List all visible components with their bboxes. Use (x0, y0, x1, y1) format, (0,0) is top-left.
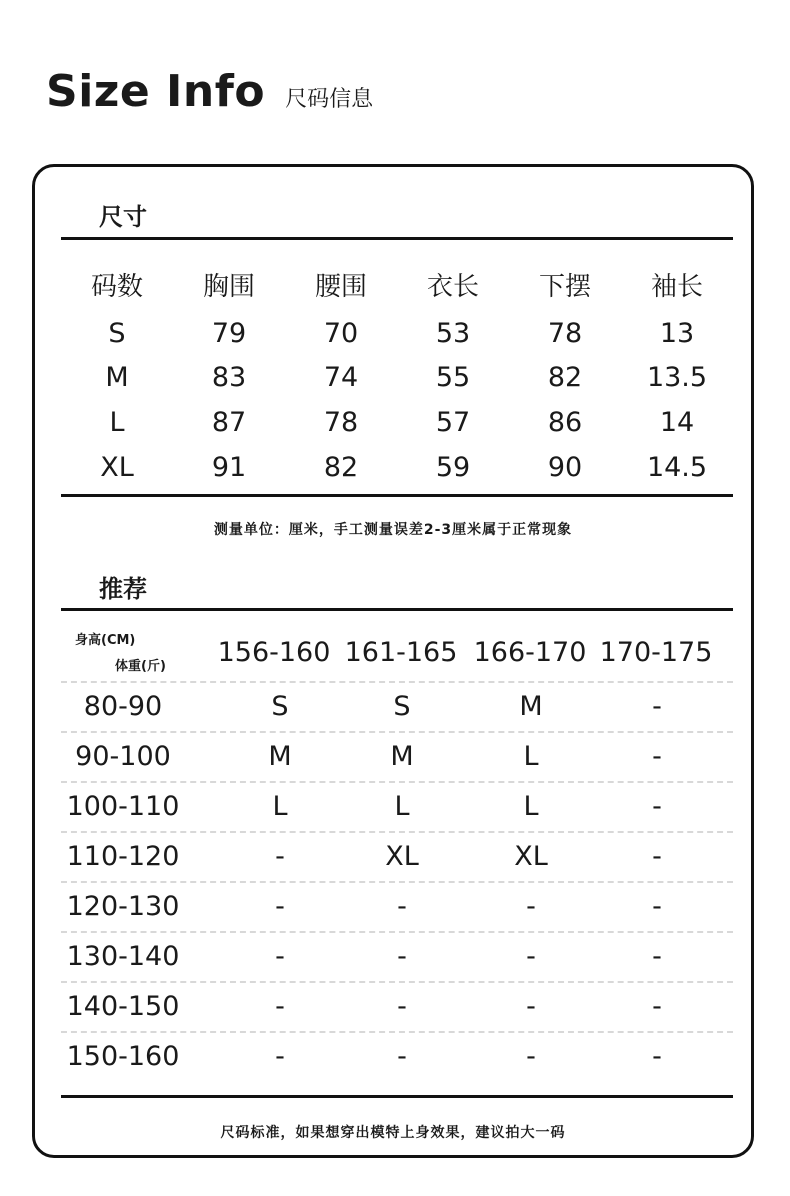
weight-label: 体重(斤) (115, 659, 166, 674)
size-table (61, 257, 733, 489)
weight-cell: 90-100 (75, 741, 171, 772)
size-cell: - (652, 941, 662, 972)
header-cell: 衣长 (426, 271, 479, 302)
value-cell: 70 (323, 317, 359, 349)
size-cell: - (275, 1041, 285, 1072)
weight-cell: 140-150 (66, 991, 180, 1022)
weight-cell: 150-160 (66, 1041, 180, 1072)
size-cell: - (652, 691, 662, 722)
size-cell: XL (385, 841, 419, 872)
value-cell: 13.5 (646, 362, 708, 394)
size-cell: XL (100, 451, 134, 483)
value-cell: 74 (323, 362, 359, 394)
size-cell: - (397, 891, 407, 922)
value-cell: 59 (435, 451, 471, 483)
size-cell: S (393, 691, 411, 722)
value-cell: 57 (435, 406, 471, 438)
header-cell: 下摆 (538, 271, 591, 302)
page-title: Size Info (46, 66, 266, 117)
value-cell: 91 (211, 451, 247, 483)
divider (61, 1095, 733, 1098)
header-cell: 胸围 (202, 271, 255, 302)
height-column-header: 161-165 (344, 637, 458, 668)
page-header (46, 66, 373, 122)
recommend-table-header (61, 611, 733, 681)
value-cell: 90 (547, 451, 583, 483)
size-cell: - (275, 991, 285, 1022)
size-cell: - (397, 1041, 407, 1072)
size-cell: S (271, 691, 289, 722)
size-cell: L (109, 406, 125, 438)
size-cell: L (394, 791, 410, 822)
value-cell: 82 (547, 362, 583, 394)
table-row (61, 781, 733, 831)
size-cell: - (526, 941, 536, 972)
height-column-header: 170-175 (599, 637, 713, 668)
size-cell: S (108, 317, 126, 349)
size-cell: - (652, 741, 662, 772)
size-cell: - (652, 1041, 662, 1072)
table-row (61, 356, 733, 401)
weight-cell: 100-110 (66, 791, 180, 822)
value-cell: 82 (323, 451, 359, 483)
divider (61, 237, 733, 240)
size-cell: - (275, 891, 285, 922)
header-cell: 码数 (90, 271, 143, 302)
value-cell: 87 (211, 406, 247, 438)
value-cell: 78 (323, 406, 359, 438)
size-cell: - (652, 841, 662, 872)
size-cell: - (526, 1041, 536, 1072)
table-row (61, 311, 733, 356)
size-cell: - (652, 991, 662, 1022)
recommend-section-title: 推荐 (99, 575, 147, 603)
height-label: 身高(CM) (75, 633, 136, 648)
size-section-title: 尺寸 (99, 203, 147, 231)
page-subtitle: 尺码信息 (285, 87, 374, 112)
size-table-header (61, 257, 733, 311)
size-cell: M (268, 741, 292, 772)
size-cell: M (519, 691, 543, 722)
divider (61, 494, 733, 497)
table-row (61, 831, 733, 881)
measurement-note: 测量单位：厘米，手工测量误差2-3厘米属于正常现象 (213, 522, 573, 538)
height-column-header: 156-160 (217, 637, 331, 668)
weight-cell: 80-90 (83, 691, 163, 722)
weight-cell: 110-120 (66, 841, 180, 872)
value-cell: 53 (435, 317, 471, 349)
height-column-header: 166-170 (473, 637, 587, 668)
size-card (32, 164, 754, 1158)
size-cell: - (526, 991, 536, 1022)
table-row (61, 981, 733, 1031)
value-cell: 14 (659, 406, 695, 438)
size-cell: L (523, 791, 539, 822)
value-cell: 13 (659, 317, 695, 349)
size-cell: - (397, 991, 407, 1022)
size-cell: - (526, 891, 536, 922)
size-cell: M (390, 741, 414, 772)
table-row (61, 445, 733, 490)
table-row (61, 1031, 733, 1081)
table-row (61, 931, 733, 981)
value-cell: 14.5 (646, 451, 708, 483)
size-cell: M (105, 362, 129, 394)
value-cell: 83 (211, 362, 247, 394)
table-row (61, 681, 733, 731)
weight-cell: 130-140 (66, 941, 180, 972)
header-cell: 腰围 (314, 271, 367, 302)
size-cell: - (275, 941, 285, 972)
size-cell: - (275, 841, 285, 872)
size-cell: L (523, 741, 539, 772)
value-cell: 78 (547, 317, 583, 349)
table-row (61, 731, 733, 781)
header-cell: 袖长 (650, 271, 703, 302)
value-cell: 86 (547, 406, 583, 438)
size-cell: L (272, 791, 288, 822)
recommend-table (61, 681, 733, 1081)
value-cell: 79 (211, 317, 247, 349)
size-cell: - (397, 941, 407, 972)
table-row (61, 881, 733, 931)
size-cell: - (652, 791, 662, 822)
weight-cell: 120-130 (66, 891, 180, 922)
size-cell: - (652, 891, 662, 922)
sizing-advice-note: 尺码标准，如果想穿出模特上身效果，建议拍大一码 (220, 1125, 566, 1141)
size-cell: XL (514, 841, 548, 872)
table-row (61, 400, 733, 445)
value-cell: 55 (435, 362, 471, 394)
